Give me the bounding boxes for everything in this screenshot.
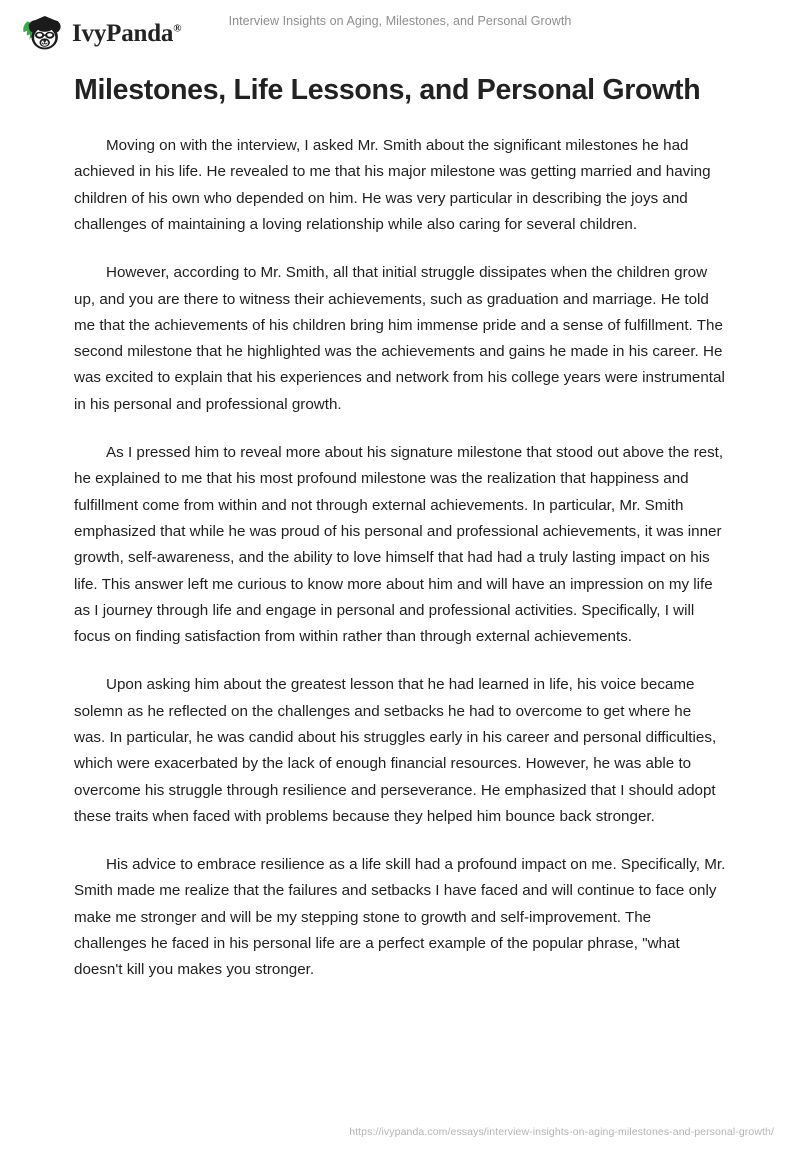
header-document-title: Interview Insights on Aging, Milestones, and Personal Growth — [228, 14, 572, 28]
body-paragraph: However, according to Mr. Smith, all that initial struggle dissipates when the children grow up, and you are there to witness their achievements, such as graduation and marriage. He told me that the achievements of his children bring him immense pride and a sense of fulfillment. The second milestone that he highlighted was the achievements and gains he made in his career. He was excited to explain that his experiences and network from his college years were instrumental in his personal and professional growth. — [74, 264, 725, 413]
body-paragraph: Upon asking him about the greatest lesson that he had learned in life, his voice became solemn as he reflected on the challenges and setbacks he had to overcome to get where he was. In particular, he was candid about his struggles early in his career and personal difficulties, which were exacerbated by the lack of enough financial resources. However, he was able to overcome his struggle through resilience and perseverance. He emphasized that I should adopt these traits when faced with problems because they helped him bounce back stronger. — [74, 676, 717, 825]
page-header — [0, 0, 800, 62]
page-title: Milestones, Life Lessons, and Personal Growth — [74, 74, 701, 106]
page-footer — [0, 1118, 800, 1160]
body-paragraph: Moving on with the interview, I asked Mr. Smith about the significant milestones he had achieved in his life. He revealed to me that his major milestone was getting married and having children of his own who depended on him. He was very particular in describing the joys and challenges of maintaining a loving relationship while also caring for several children. — [74, 137, 711, 233]
document-body — [74, 72, 726, 984]
body-paragraph: His advice to embrace resilience as a life skill had a profound impact on me. Specifically, Mr. Smith made me realize that the failures and setbacks I have faced and will continue to face only make me stronger and will be my stepping stone to growth and self-improvement. The challenges he faced in his personal life are a perfect example of the popular phrase, "what doesn't kill you makes you stronger. — [74, 856, 726, 979]
brand-name-text: IvyPanda — [72, 19, 174, 47]
body-paragraph: As I pressed him to reveal more about his signature milestone that stood out above the rest, he explained to me that his most profound milestone was the realization that happiness and fulfillment come from within and not through external achievements. In particular, Mr. Smith emphasized that while he was proud of his personal and professional achievements, it was inner growth, self-awareness, and the ability to love himself that had had a truly lasting impact on his life. This answer left me curious to know more about him and will have an impression on my life as I journey through life and engage in personal and professional activities. Specifically, I will focus on finding satisfaction from within rather than through external achievements. — [74, 444, 724, 646]
source-url-link[interactable]: https://ivypanda.com/essays/interview-insights-on-aging-milestones-and-personal-growth/ — [349, 1126, 774, 1138]
registered-trademark-symbol: ® — [173, 22, 182, 35]
